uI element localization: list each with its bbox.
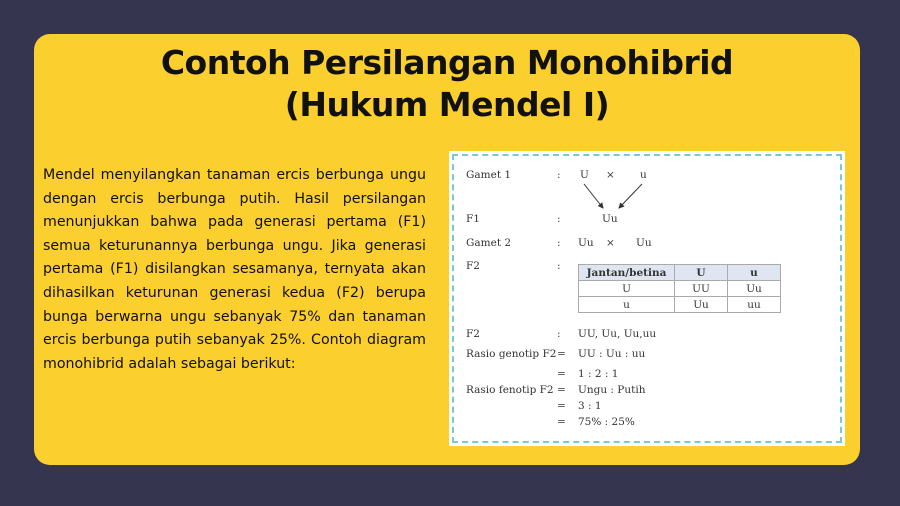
punnett-cell: Uu [675, 297, 728, 313]
f2-result-value: UU, Uu, Uu,uu [578, 328, 657, 340]
genotype-ratio: 1 : 2 : 1 [578, 368, 619, 380]
phenotype-value: Ungu : Putih [578, 384, 646, 396]
f1-colon: : [557, 213, 561, 225]
phenotype-ratio-equals: = [557, 400, 566, 412]
gamet1-allele-u-upper: U [580, 169, 589, 181]
genotype-equals: = [557, 348, 566, 360]
gamet1-allele-u-lower: u [640, 169, 647, 181]
genotype-value: UU : Uu : uu [578, 348, 646, 360]
punnett-header: Jantan/betina [579, 265, 675, 281]
gamet2-colon: : [557, 237, 561, 249]
gamet1-colon: : [557, 169, 561, 181]
punnett-row [579, 297, 781, 313]
punnett-header: u [728, 265, 781, 281]
genotype-label: Rasio genotip F2 [466, 348, 557, 360]
slide-title [34, 42, 860, 126]
genotype-ratio-equals: = [557, 368, 566, 380]
phenotype-percent: 75% : 25% [578, 416, 635, 428]
punnett-cell: uu [728, 297, 781, 313]
f2-result-colon: : [557, 328, 561, 340]
phenotype-equals: = [557, 384, 566, 396]
gamet2-a: Uu [578, 237, 594, 249]
punnett-header: U [675, 265, 728, 281]
title-line-2: (Hukum Mendel I) [284, 85, 610, 124]
phenotype-percent-equals: = [557, 416, 566, 428]
punnett-square [578, 264, 781, 313]
cross-arrows-icon [574, 182, 654, 212]
monohybrid-diagram [449, 151, 845, 446]
punnett-row [579, 281, 781, 297]
slide-card [34, 34, 860, 465]
gamet2-cross: × [606, 237, 615, 249]
phenotype-ratio: 3 : 1 [578, 400, 602, 412]
explanation-paragraph: Mendel menyilangkan tanaman ercis berbunga ungu dengan ercis berbunga putih. Hasil persilangan menunjukkan bahwa pada generasi pertama (F1) semua keturunannya berbunga ungu. Jika generasi pertama (F1) disilangkan sesamanya, ternyata akan dihasilkan keturunan generasi kedua (F2) berupa bunga berwarna ungu sebanyak 75% dan tanaman ercis berbunga putih sebanyak 25%. Contoh diagram monohibrid adalah sebagai berikut: [43, 167, 426, 372]
f1-value: Uu [602, 213, 618, 225]
phenotype-label: Rasio fenotip F2 [466, 384, 554, 396]
punnett-header-row [579, 265, 781, 281]
punnett-cell: u [579, 297, 675, 313]
title-line-1: Contoh Persilangan Monohibrid [160, 43, 734, 82]
f2-colon: : [557, 260, 561, 272]
punnett-cell: Uu [728, 281, 781, 297]
gamet2-label: Gamet 2 [466, 237, 512, 249]
f2-result-label: F2 [466, 328, 480, 340]
punnett-cell: UU [675, 281, 728, 297]
gamet2-b: Uu [636, 237, 652, 249]
gamet1-label: Gamet 1 [466, 169, 512, 181]
punnett-cell: U [579, 281, 675, 297]
f1-label: F1 [466, 213, 480, 225]
diagram-frame [452, 154, 842, 443]
f2-label: F2 [466, 260, 480, 272]
gamet1-cross: × [606, 169, 615, 181]
